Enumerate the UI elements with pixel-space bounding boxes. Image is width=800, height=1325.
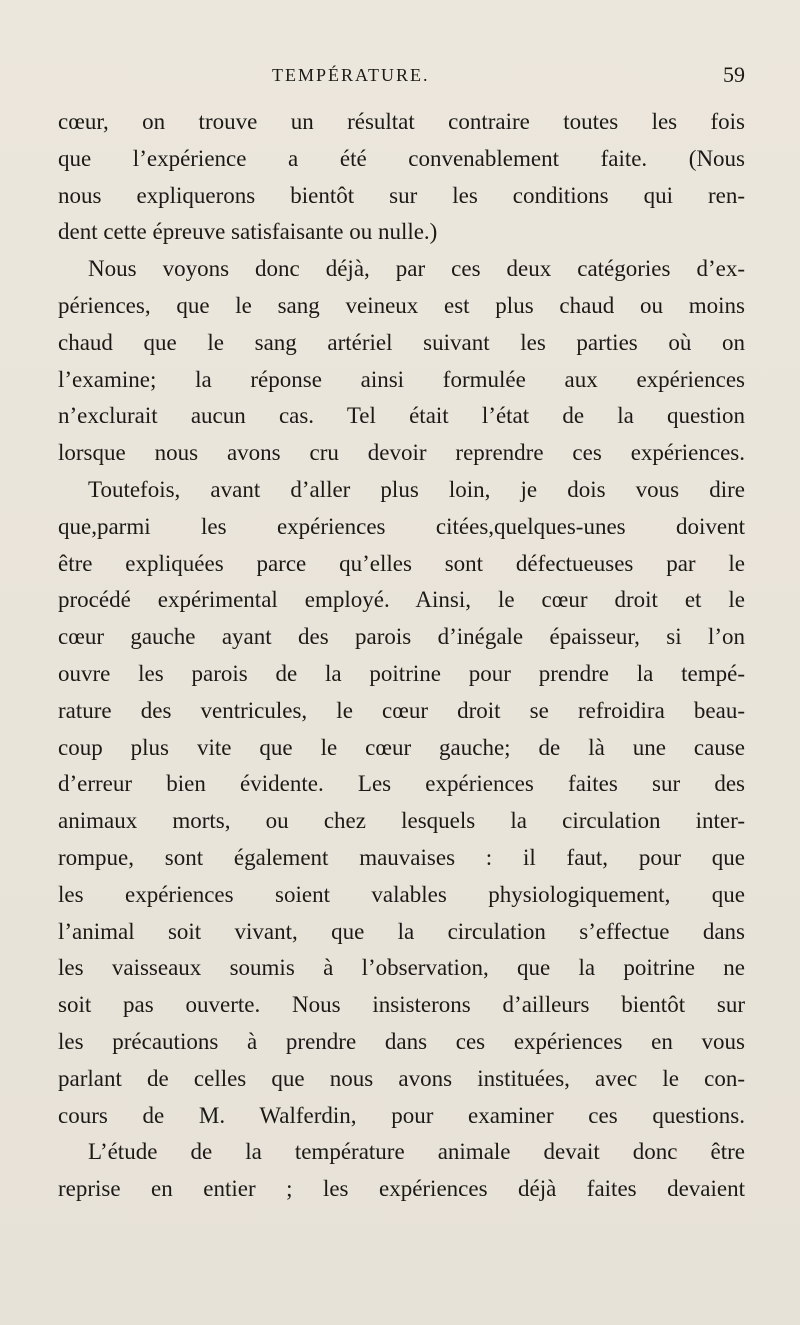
text-line: être expliquées parce qu’elles sont défectueuses par le	[58, 550, 745, 576]
text-line: que,parmi les expériences citées,quelques-unes doivent	[58, 513, 745, 539]
text-line: rature des ventricules, le cœur droit se refroidira beau-	[58, 697, 745, 723]
text-line: animaux morts, ou chez lesquels la circulation inter-	[58, 808, 745, 834]
text-line: L’étude de la température animale devait donc être	[88, 1139, 745, 1165]
page-number: 59	[723, 62, 745, 87]
text-line: soit pas ouverte. Nous insisterons d’ailleurs bientôt sur	[58, 992, 745, 1018]
text-line: chaud que le sang artériel suivant les parties où on	[58, 329, 745, 355]
running-head	[58, 60, 745, 90]
text-line: procédé expérimental employé. Ainsi, le cœur droit et le	[58, 587, 745, 613]
running-title: TEMPÉRATURE.	[272, 65, 430, 85]
text-line: parlant de celles que nous avons instituées, avec le con-	[58, 1065, 745, 1091]
text-line: cœur gauche ayant des parois d’inégale épaisseur, si l’on	[58, 624, 745, 650]
body-text	[58, 104, 745, 1208]
text-line: coup plus vite que le cœur gauche; de là une cause	[58, 734, 745, 760]
text-line: les vaisseaux soumis à l’observation, que la poitrine ne	[58, 955, 745, 981]
text-line: les expériences soient valables physiologiquement, que	[58, 881, 745, 907]
text-line: nous expliquerons bientôt sur les conditions qui ren-	[58, 182, 745, 208]
text-line: que l’expérience a été convenablement faite. (Nous	[58, 145, 745, 171]
text-line: les précautions à prendre dans ces expériences en vous	[58, 1028, 745, 1054]
text-line: lorsque nous avons cru devoir reprendre ces expériences.	[58, 440, 745, 466]
text-line: d’erreur bien évidente. Les expériences faites sur des	[58, 771, 745, 797]
text-line: Toutefois, avant d’aller plus loin, je dois vous dire	[88, 476, 745, 502]
text-line: cœur, on trouve un résultat contraire toutes les fois	[58, 109, 745, 134]
text-line: l’examine; la réponse ainsi formulée aux expériences	[58, 366, 745, 392]
text-line: rompue, sont également mauvaises : il faut, pour que	[58, 844, 745, 870]
text-line: cours de M. Walferdin, pour examiner ces questions.	[58, 1102, 745, 1128]
text-line: ouvre les parois de la poitrine pour prendre la tempé-	[58, 660, 745, 686]
text-line: reprise en entier ; les expériences déjà faites devaient	[58, 1176, 745, 1202]
text-line: l’animal soit vivant, que la circulation s’effectue dans	[58, 918, 745, 944]
text-line: dent cette épreuve satisfaisante ou nulle.)	[58, 219, 438, 245]
text-line: Nous voyons donc déjà, par ces deux catégories d’ex-	[88, 256, 745, 282]
text-line: périences, que le sang veineux est plus chaud ou moins	[58, 292, 745, 318]
text-line: n’exclurait aucun cas. Tel était l’état de la question	[58, 403, 745, 429]
